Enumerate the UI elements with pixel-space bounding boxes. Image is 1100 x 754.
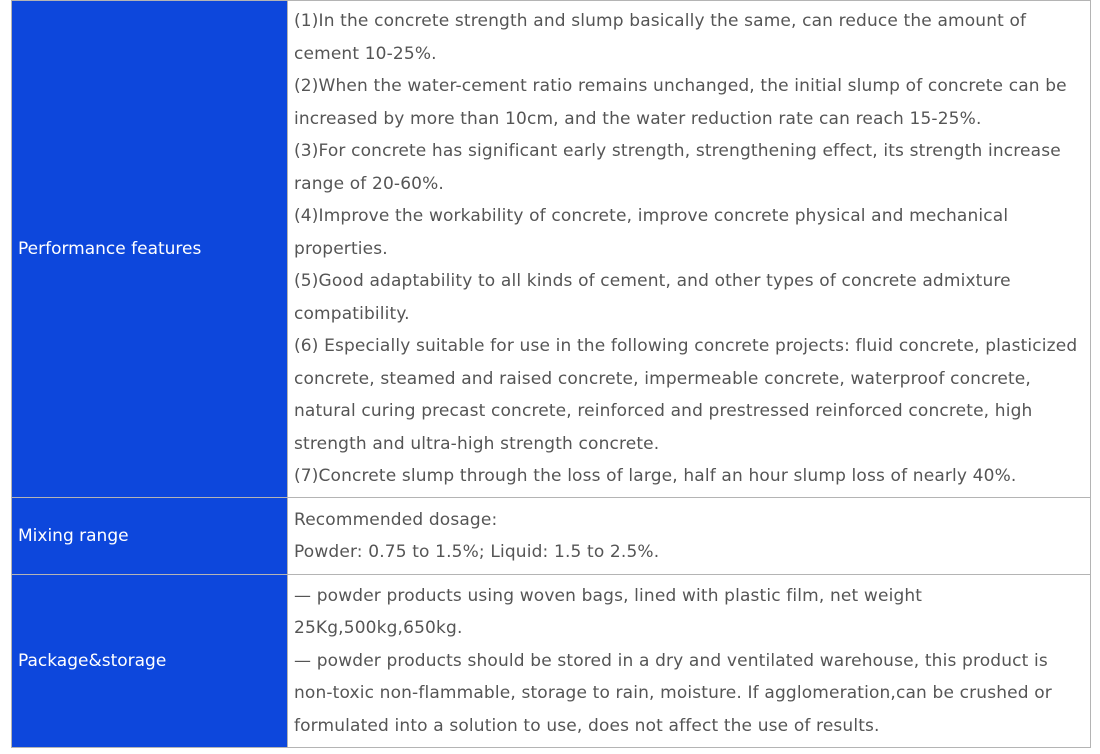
content-line: — powder products should be stored in a dry and ventilated warehouse, this product is non-toxic non-flammable, storage to rain, moisture. If agglomeration,can be crushed or formulated into a solution to use, does not affect the use of results. [294, 650, 1052, 736]
content-line: — powder products using woven bags, lined with plastic film, net weight 25Kg,500kg,650kg. [294, 585, 923, 639]
row-content [288, 498, 1091, 575]
content-line: (5)Good adaptability to all kinds of cement, and other types of concrete admixture compatibility. [294, 271, 1011, 324]
content-line: (6) Especially suitable for use in the following concrete projects: fluid concrete, plasticized concrete, steamed and raised concrete, impermeable concrete, waterproof concrete, natural curing precast concrete, reinforced and prestressed reinforced concrete, high strength and ultra-high strength concrete. [294, 336, 1078, 454]
content-line: (3)For concrete has significant early strength, strengthening effect, its strength increase range of 20-60%. [294, 141, 1061, 194]
row-content [288, 1, 1091, 498]
row-content [288, 575, 1091, 748]
table-row-performance-features [12, 1, 1091, 498]
row-label: Mixing range [12, 498, 288, 575]
table-row-mixing-range [12, 498, 1091, 575]
row-label: Package&storage [12, 575, 288, 748]
row-label: Performance features [12, 1, 288, 498]
product-spec-table [11, 0, 1091, 748]
content-line: (7)Concrete slump through the loss of large, half an hour slump loss of nearly 40%. [294, 466, 1017, 487]
content-line: Recommended dosage: [294, 509, 498, 530]
content-line: (1)In the concrete strength and slump basically the same, can reduce the amount of cement 10-25%. [294, 11, 1027, 64]
table-row-package-storage [12, 575, 1091, 748]
content-line: (4)Improve the workability of concrete, improve concrete physical and mechanical properties. [294, 206, 1009, 259]
content-line: Powder: 0.75 to 1.5%; Liquid: 1.5 to 2.5%. [294, 542, 660, 562]
content-line: (2)When the water-cement ratio remains unchanged, the initial slump of concrete can be increased by more than 10cm, and the water reduction rate can reach 15-25%. [294, 76, 1067, 129]
